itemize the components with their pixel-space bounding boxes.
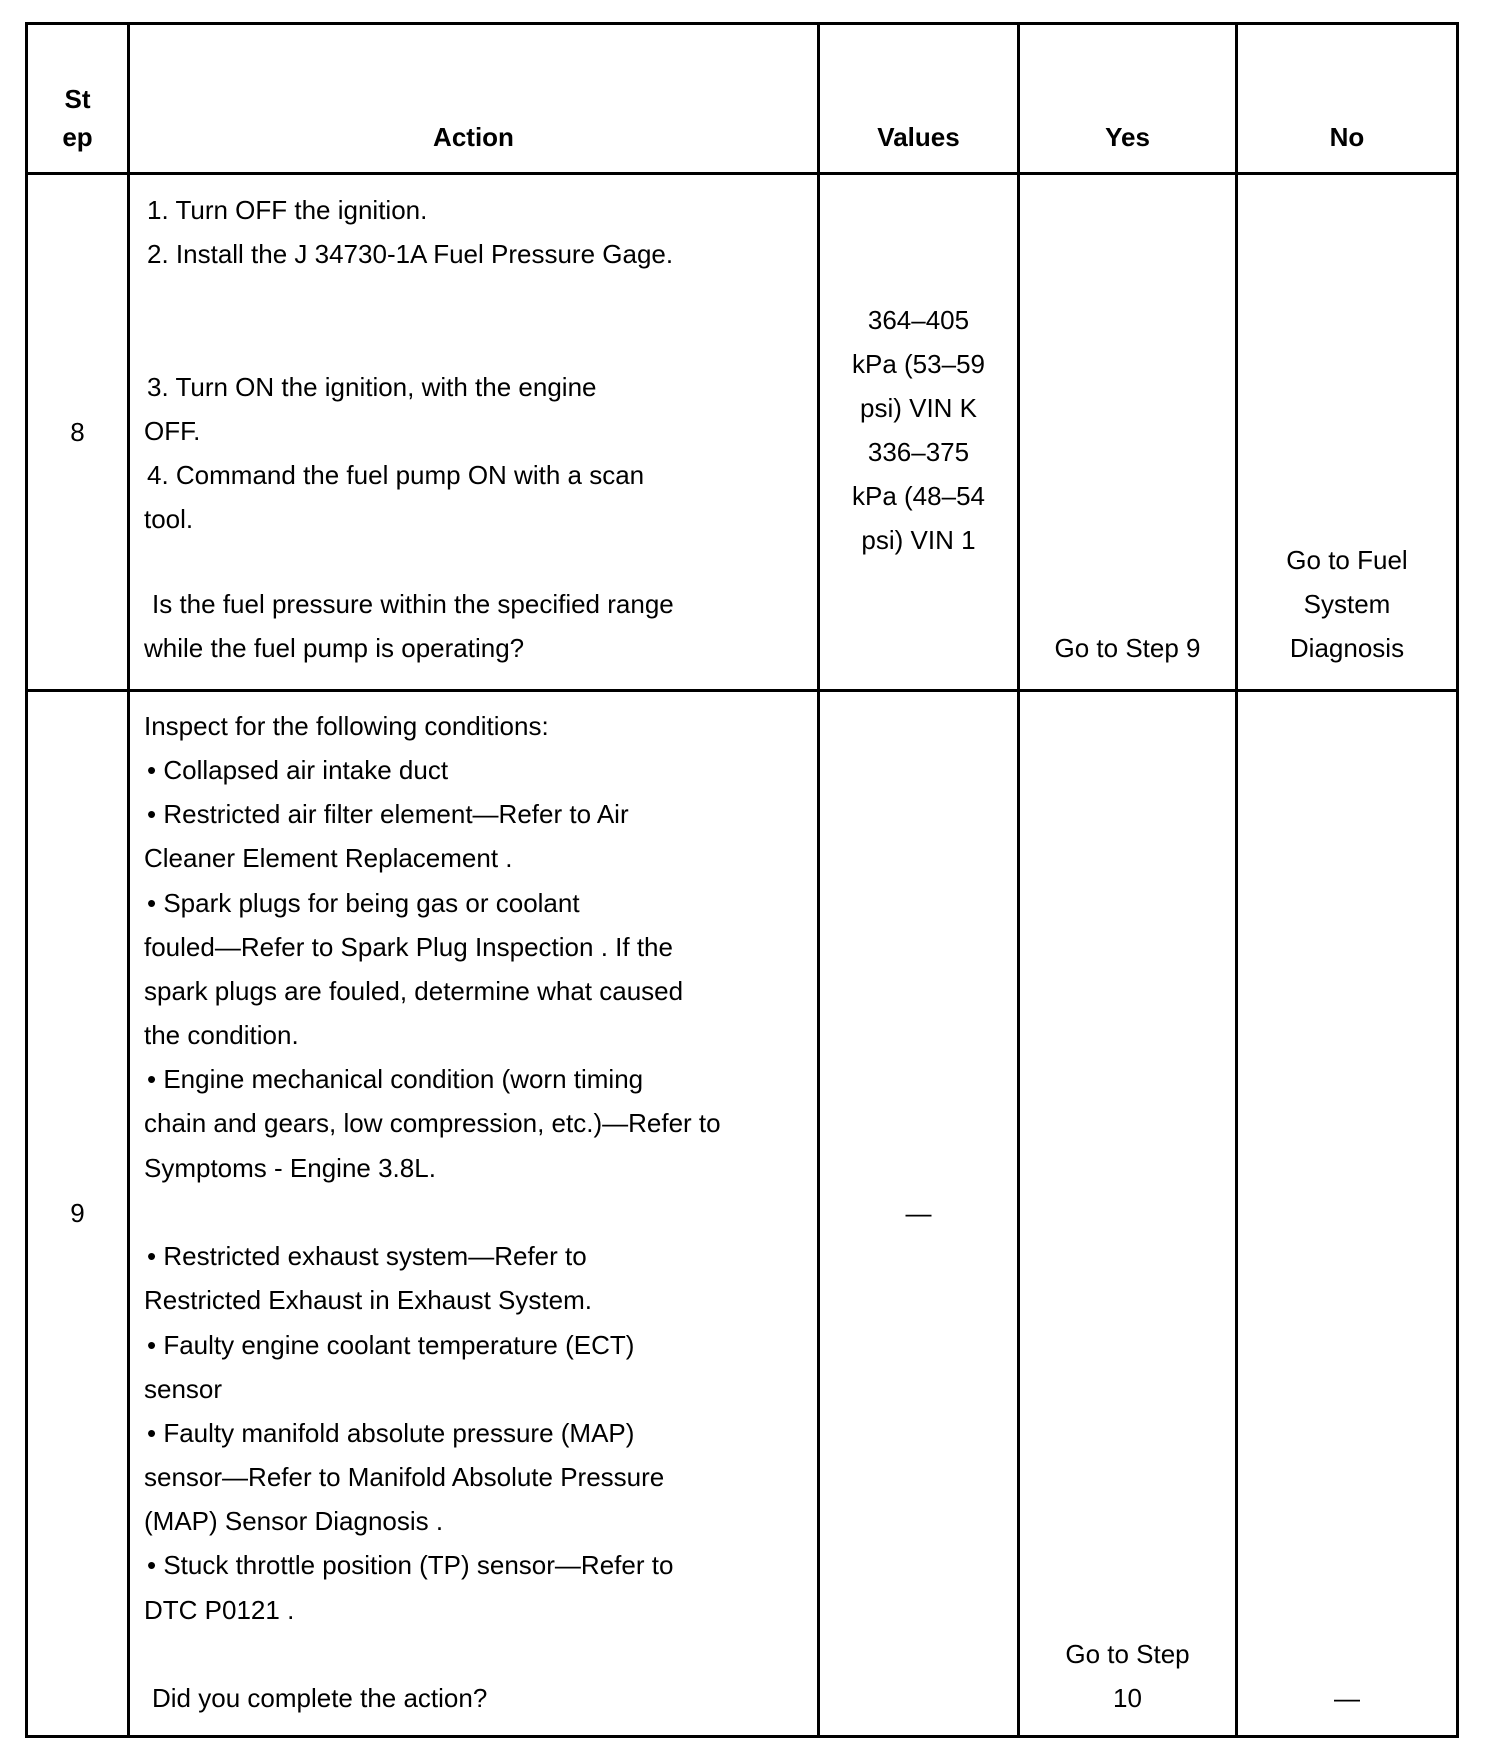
header-values [819, 24, 1019, 174]
action-line: fouled—Refer to Spark Plug Inspection . If the [144, 932, 673, 962]
header-no [1237, 24, 1458, 174]
values-cell: — [819, 691, 1019, 1737]
action-line: 2. Install the J 34730-1A Fuel Pressure Gage. [147, 239, 674, 269]
action-line: the condition. [144, 1020, 299, 1050]
action-line: • Stuck throttle position (TP) sensor—Refer to [147, 1550, 674, 1580]
header-action-label: Action [433, 122, 514, 152]
no-dash: — [1334, 1683, 1360, 1713]
values-line: psi) VIN 1 [861, 525, 976, 555]
yes-cell [1019, 174, 1237, 691]
header-step-line-1: St [64, 84, 91, 114]
action-line: Inspect for the following conditions: [144, 711, 549, 741]
step-number: 8 [27, 174, 129, 691]
header-no-label: No [1329, 122, 1365, 152]
table-row [27, 691, 1458, 1737]
header-values-label: Values [877, 122, 960, 152]
table-row [27, 174, 1458, 691]
header-row [27, 24, 1458, 174]
action-question: Did you complete the action? [152, 1683, 488, 1713]
header-step [27, 24, 129, 174]
values-cell [819, 174, 1019, 691]
action-question: while the fuel pump is operating? [144, 633, 525, 663]
action-line: Restricted Exhaust in Exhaust System. [144, 1285, 592, 1315]
action-line: • Faulty manifold absolute pressure (MAP) [147, 1418, 635, 1448]
action-line: 3. Turn ON the ignition, with the engine [147, 372, 597, 402]
yes-go-to-step: Go to Step [1065, 1639, 1190, 1669]
action-line: • Faulty engine coolant temperature (ECT) [147, 1330, 635, 1360]
action-line: tool. [144, 504, 194, 534]
values-line: kPa (48–54 [852, 481, 985, 511]
action-line: (MAP) Sensor Diagnosis . [144, 1506, 444, 1536]
action-line: 1. Turn OFF the ignition. [147, 195, 428, 225]
header-step-line-2: ep [62, 122, 93, 152]
action-line: • Engine mechanical condition (worn timing [147, 1064, 644, 1094]
action-line: Cleaner Element Replacement . [144, 843, 513, 873]
action-line: OFF. [144, 416, 201, 446]
no-cell [1237, 691, 1458, 1737]
action-line: • Spark plugs for being gas or coolant [147, 888, 580, 918]
values-line: kPa (53–59 [852, 349, 985, 379]
action-line: • Restricted air filter element—Refer to Air [147, 799, 629, 829]
values-line: psi) VIN K [859, 393, 978, 423]
action-line: • Restricted exhaust system—Refer to [147, 1241, 587, 1271]
no-go-to: Diagnosis [1289, 633, 1405, 663]
header-action [129, 24, 819, 174]
no-cell [1237, 174, 1458, 691]
action-line: 4. Command the fuel pump ON with a scan [147, 460, 645, 490]
header-yes-label: Yes [1105, 122, 1150, 152]
action-line: DTC P0121 . [144, 1595, 295, 1625]
action-cell [129, 691, 819, 1737]
action-cell [129, 174, 819, 691]
header-yes [1019, 24, 1237, 174]
diagnostic-table [25, 22, 1459, 1738]
values-line: 364–405 [867, 305, 970, 335]
action-line: spark plugs are fouled, determine what caused [144, 976, 684, 1006]
values-line: 336–375 [867, 437, 970, 467]
action-line: • Collapsed air intake duct [147, 755, 449, 785]
no-go-to: System [1303, 589, 1391, 619]
action-line: chain and gears, low compression, etc.)—Refer to [144, 1108, 721, 1138]
action-question: Is the fuel pressure within the specified range [152, 589, 674, 619]
action-line: sensor—Refer to Manifold Absolute Pressure [144, 1462, 665, 1492]
no-go-to: Go to Fuel [1286, 545, 1408, 575]
yes-go-to-step: Go to Step 9 [1054, 633, 1201, 663]
action-line: sensor [144, 1374, 223, 1404]
yes-cell [1019, 691, 1237, 1737]
yes-go-to-step: 10 [1113, 1683, 1142, 1713]
action-line: Symptoms - Engine 3.8L. [144, 1153, 436, 1183]
step-number: 9 [27, 691, 129, 1737]
